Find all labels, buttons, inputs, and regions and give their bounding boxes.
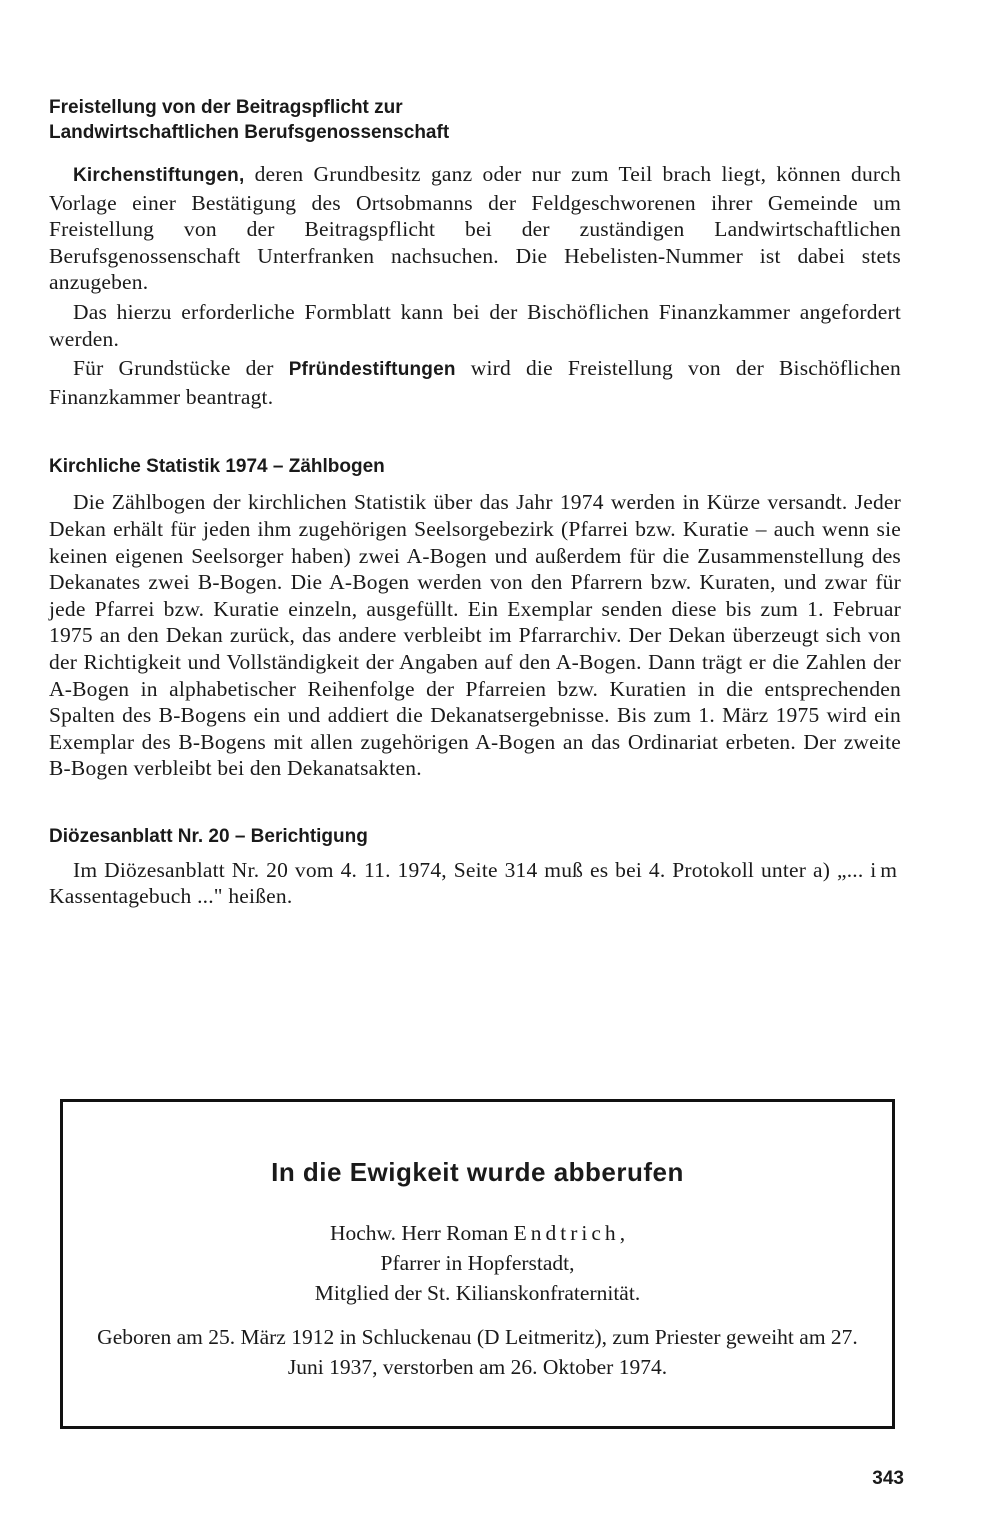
term-pfruendestiftungen: Pfründestiftungen xyxy=(288,359,456,381)
obituary-name-line xyxy=(63,1218,892,1248)
name-prefix: Hochw. Herr Roman xyxy=(329,1221,514,1245)
spaced-word: im xyxy=(870,857,901,882)
paragraph-text: deren Grundbesitz ganz oder nur zum Teil brach liegt, können durch Vorlage einer Bestätigung des Ortsobmanns der Feldgeschworenen ihrer Gemeinde um Freistellung von der Beitragspflicht bei der zuständigen Landwirtschaftlichen Berufsgenossenschaft Unterfranken nachsuchen. Die Hebelisten-Nummer ist dabei stets anzugeben. xyxy=(49,162,901,295)
title-line-2: Landwirtschaftlichen Berufsgenossenschaft xyxy=(49,122,450,143)
paragraph-zaehlbogen: Die Zählbogen der kirchlichen Statistik über das Jahr 1974 werden in Kürze versandt. Jeder Dekan erhält für jeden ihm zugehörigen Seelsorgebezirk (Pfarrei bzw. Kuratie – auch wenn sie keinen eigenen Seelsorger haben) zwei A-Bogen und außerdem für die Zusammenstellung des Dekanates zwei B-Bogen. Die A-Bogen werden von den Pfarrern bzw. Kuraten, und zwar für jede Pfarrei bzw. Kuratie einzeln, ausgefüllt. Ein Exemplar senden diese bis zum 1. Februar 1975 an den Dekan zurück, das andere verbleibt im Pfarrarchiv. Der Dekan überzeugt sich von der Richtigkeit und Vollständigkeit der Angaben auf den A-Bogen. Dann trägt er die Zahlen der A-Bogen in alphabetischer Reihenfolge der Pfarreien bzw. Kuratien in die entsprechenden Spalten des B-Bogens ein und addiert die Dekanatsergebnisse. Bis zum 1. März 1975 wird ein Exemplar des B-Bogens mit allen zugehörigen A-Bogen an das Ordinariat erbeten. Der zweite B-Bogen verbleibt bei den Dekanatsakten. xyxy=(49,490,901,781)
paragraph-formblatt: Das hierzu erforderliche Formblatt kann bei der Bischöflichen Finanzkammer angefordert werden. xyxy=(49,299,901,351)
paragraph-text: Im Diözesanblatt Nr. 20 vom 4. 11. 1974, Seite 314 muß es bei 4. Protokoll unter a) „... xyxy=(73,857,871,882)
paragraph-text: Für Grundstücke der xyxy=(73,356,289,381)
title-line-1: Freistellung von der Beitragspflicht zur xyxy=(49,97,403,118)
section-berichtigung xyxy=(49,824,901,910)
obituary-parish-line: Pfarrer in Hopferstadt, xyxy=(380,1251,575,1275)
page-content xyxy=(49,95,901,910)
name-suffix: , xyxy=(619,1221,626,1245)
obituary-title: In die Ewigkeit wurde abberufen xyxy=(271,1157,684,1187)
section-title-berichtigung: Diözesanblatt Nr. 20 – Berichtigung xyxy=(49,825,368,847)
lead-term-kirchenstiftungen: Kirchenstiftungen, xyxy=(73,165,245,186)
page-number: 343 xyxy=(872,1468,904,1489)
paragraph-text: Kassentagebuch ..." heißen. xyxy=(49,884,293,909)
section-statistik xyxy=(49,454,901,782)
section-title-freistellung xyxy=(49,95,901,145)
surname: Endtrich xyxy=(513,1221,620,1245)
paragraph-kirchenstiftungen xyxy=(49,161,901,296)
section-title-statistik: Kirchliche Statistik 1974 – Zählbogen xyxy=(49,456,385,478)
paragraph-berichtigung xyxy=(49,857,901,910)
obituary-membership-line: Mitglied der St. Kilianskonfraternität. xyxy=(314,1281,641,1305)
obituary-box xyxy=(60,1099,895,1429)
section-freistellung xyxy=(49,95,901,410)
paragraph-text: wird die Freistellung von der Bischöflichen Finanzkammer beantragt. xyxy=(49,356,901,409)
obituary-dates: Geboren am 25. März 1912 in Schluckenau (D Leitmeritz), zum Priester geweiht am 27. Juni 1937, verstorben am 26. Oktober 1974. xyxy=(97,1325,858,1379)
paragraph-pfruendestiftungen xyxy=(49,355,901,410)
